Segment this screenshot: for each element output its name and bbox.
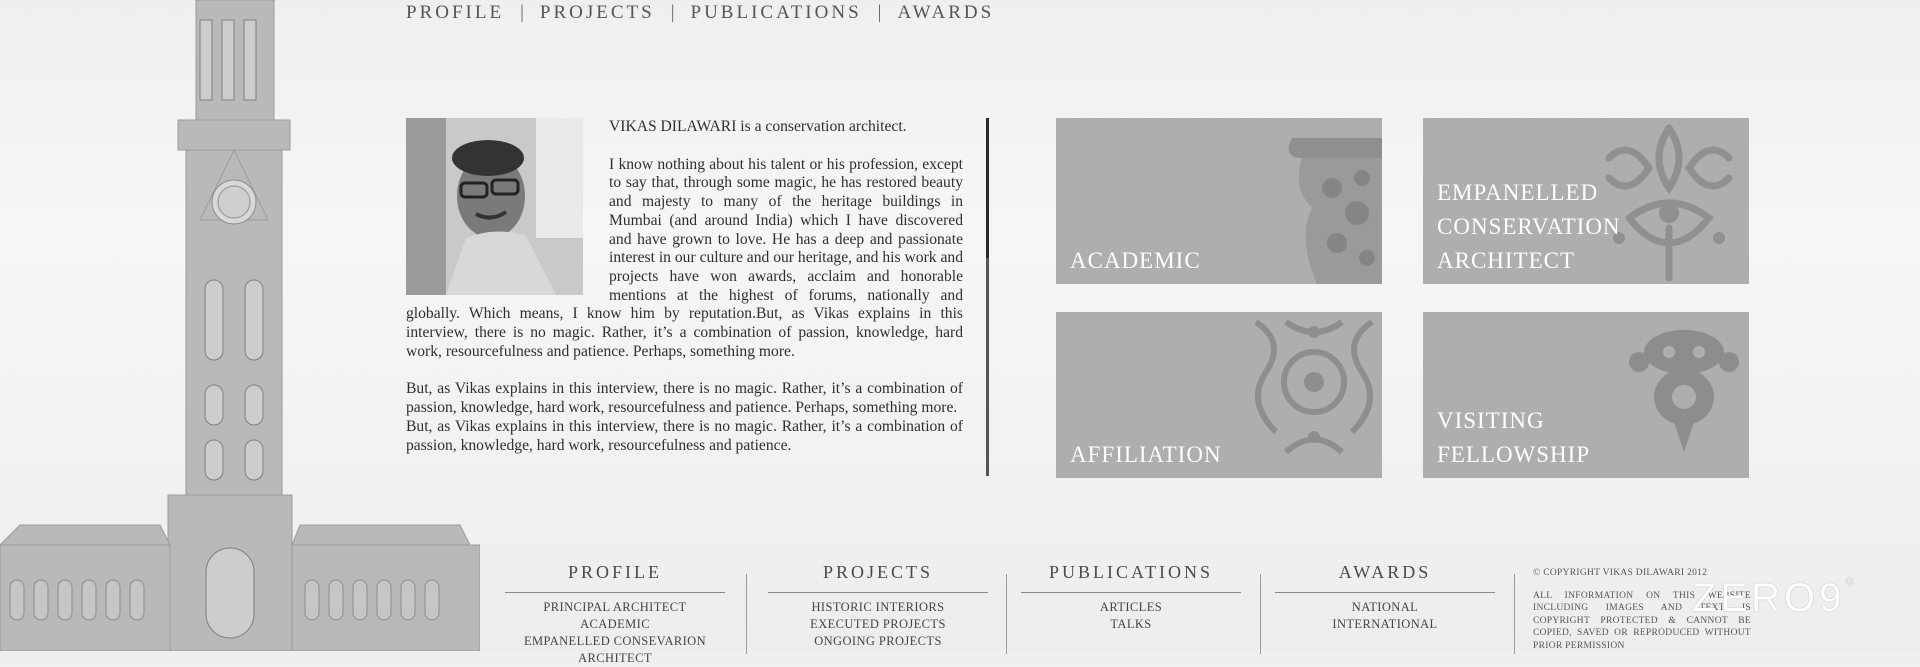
footer-divider [1514, 574, 1515, 654]
footer-rule [505, 592, 725, 593]
copyright-line: © COPYRIGHT VIKAS DILAWARI 2012 [1533, 568, 1708, 578]
footer-profile-column [500, 562, 730, 667]
tile-visiting-label-line2: FELLOWSHIP [1437, 442, 1591, 467]
footer-publications-column [1016, 562, 1246, 633]
zero9-watermark-logo: ZERO9® [1692, 576, 1854, 620]
nav-awards[interactable]: AWARDS [897, 2, 995, 23]
footer-divider [746, 574, 747, 654]
footer-rule [768, 592, 988, 593]
nav-separator: | [670, 2, 675, 23]
tile-empanelled-label-line2: CONSERVATION [1437, 214, 1621, 239]
footer-link-national[interactable]: NATIONAL [1351, 600, 1419, 614]
intro-paragraph-1: VIKAS DILAWARI is a conservation architect. [609, 118, 907, 135]
footer-link-ongoing-projects[interactable]: ONGOING PROJECTS [814, 634, 942, 648]
tile-academic[interactable] [1056, 118, 1382, 284]
intro-paragraph-3: But, as Vikas explains in this interview, there is no magic. Rather, it’s a combination of passion, knowledge, hard work, resourcefulness and patience. Perhaps, something more. [406, 380, 963, 417]
top-nav [406, 2, 994, 24]
tile-visiting-label-line1: VISITING [1437, 408, 1545, 433]
tile-affiliation-label: AFFILIATION [1070, 442, 1222, 467]
tile-visiting[interactable] [1423, 312, 1749, 478]
footer-rule [1275, 592, 1495, 593]
footer-link-historic-interiors[interactable]: HISTORIC INTERIORS [811, 600, 945, 614]
article-scrollbar[interactable] [986, 118, 989, 476]
damask-medallion-icon [1619, 312, 1749, 462]
footer-link-executed-projects[interactable]: EXECUTED PROJECTS [810, 617, 946, 631]
footer-divider [1006, 574, 1007, 654]
intro-paragraph-4: But, as Vikas explains in this interview, there is no magic. Rather, it’s a combination of passion, knowledge, hard work, resourcefulness and patience. [406, 417, 963, 454]
footer-rule [1021, 592, 1241, 593]
footer-link-empanelled[interactable]: EMPANELLED CONSEVARION ARCHITECT [523, 634, 707, 665]
tile-empanelled-label-line3: ARCHITECT [1437, 248, 1576, 273]
footer-projects-heading[interactable]: PROJECTS [822, 562, 934, 582]
tile-affiliation[interactable] [1056, 312, 1382, 478]
nav-publications[interactable]: PUBLICATIONS [690, 2, 862, 23]
footer-divider [1260, 574, 1261, 654]
floral-tile-ornament-icon [1246, 312, 1382, 462]
footer-projects-column [763, 562, 993, 650]
footer-link-articles[interactable]: ARTICLES [1099, 600, 1163, 614]
nav-projects[interactable]: PROJECTS [539, 2, 655, 23]
tile-empanelled[interactable] [1423, 118, 1749, 284]
tile-empanelled-label-line1: EMPANELLED [1437, 180, 1599, 205]
footer-profile-heading[interactable]: PROFILE [567, 562, 662, 582]
photo-spacer [406, 118, 583, 295]
tile-academic-label: ACADEMIC [1070, 248, 1201, 273]
nav-separator: | [520, 2, 524, 23]
copyright-body: ALL INFORMATION ON THIS WEBSITE INCLUDING IMAGES AND TEXT IS COPYRIGHT PROTECTED & CANNOT BE COPIED, SAVED OR REPRODUCED WITHOUT PRIOR PERMISSION [1533, 590, 1751, 651]
intro-article [406, 118, 963, 476]
intro-paragraph-2: I know nothing about his talent or his profession, except to say that, through some magic, he has restored beauty and majesty to many of the heritage buildings in Mumbai (and around India) which I have discovered and have grown to love. He has a deep and passionate interest in our culture and our heritage, and his work and projects have won awards, acclaim and honorable mentions at the highest of forums, nationally and globally. Which means, I know him by reputation.But, as Vikas explains in this interview, there is no magic. Rather, it’s a combination of passion, knowledge, hard work, resourcefulness and patience. Perhaps, something more. [406, 155, 963, 360]
nav-profile[interactable]: PROFILE [406, 2, 505, 23]
footer-link-principal-architect[interactable]: PRINCIPAL ARCHITECT [543, 600, 687, 614]
footer-link-international[interactable]: INTERNATIONAL [1332, 617, 1438, 631]
footer-awards-heading[interactable]: AWARDS [1338, 562, 1432, 582]
scrollbar-thumb[interactable] [986, 118, 989, 258]
column-capital-icon [1272, 118, 1382, 284]
footer-awards-column [1270, 562, 1500, 633]
footer-link-academic[interactable]: ACADEMIC [580, 617, 650, 631]
footer-link-talks[interactable]: TALKS [1110, 617, 1152, 631]
footer-publications-heading[interactable]: PUBLICATIONS [1048, 562, 1213, 582]
nav-separator: | [877, 2, 882, 23]
